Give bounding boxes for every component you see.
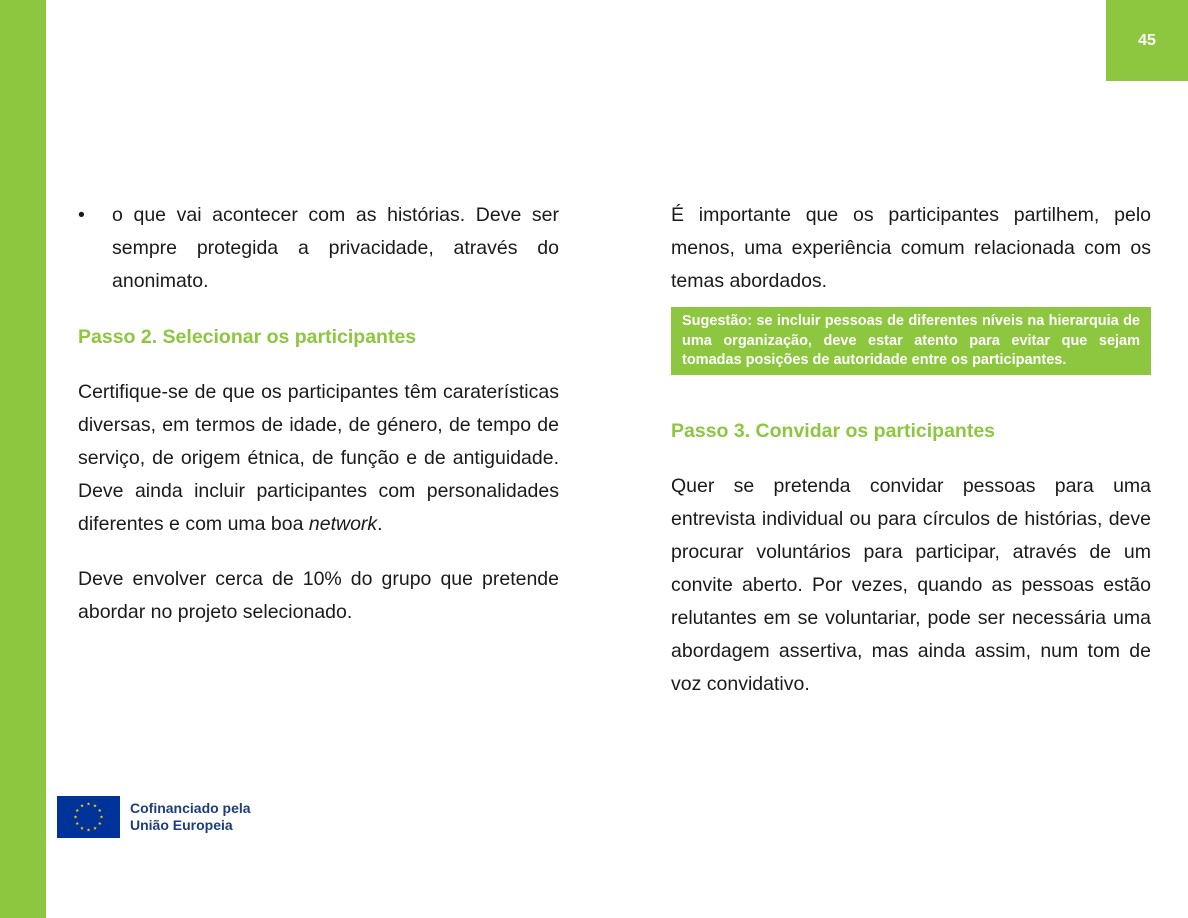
- italic-term: network: [308, 513, 378, 535]
- step-3-paragraph: Quer se pretenda convidar pessoas para uma entrevista individual ou para círculos de histórias, deve procurar voluntários para participar, através de um convite aberto. Por vezes, quando as pessoas estão relutantes em se voluntariar, pode ser necessária uma abordagem assertiva, mas ainda assim, num tom de voz convidativo.: [671, 474, 1151, 695]
- step-3-heading: Passo 3. Convidar os participantes: [671, 419, 996, 442]
- step-2-paragraph-2: Deve envolver cerca de 10% do grupo que pretende abordar no projeto selecionado.: [78, 568, 559, 623]
- paragraph-text-start: Certifique-se de que os participantes têm caraterísticas diversas, em termos de idade, de género, de tempo de serviço, de origem étnica, de função e de antiguidade. Deve ainda incluir participantes com personalidades diferentes e com uma boa: [78, 381, 559, 535]
- paragraph-text-end: .: [377, 513, 383, 535]
- bullet-item: [78, 199, 559, 298]
- bullet-text: o que vai acontecer com as histórias. Deve ser sempre protegida a privacidade, através do anonimato.: [112, 204, 559, 292]
- left-accent-bar: [0, 0, 46, 918]
- page-number-text: 45: [1138, 31, 1156, 49]
- eu-cofunding-text: [130, 800, 251, 834]
- eu-cofunding-logo: [57, 796, 251, 838]
- eu-text-line-2: União Europeia: [130, 817, 233, 833]
- bullet-glyph: •: [78, 204, 85, 226]
- suggestion-box: Sugestão: se incluir pessoas de diferentes níveis na hierarquia de uma organização, deve estar atento para evitar que sejam tomadas posições de autoridade entre os participantes.: [671, 307, 1151, 375]
- step-2-heading: Passo 2. Selecionar os participantes: [78, 326, 417, 348]
- right-column: [671, 199, 1151, 701]
- eu-text-line-1: Cofinanciado pela: [130, 800, 251, 816]
- eu-flag-icon: [57, 796, 120, 838]
- right-paragraph-1: É importante que os participantes partilhem, pelo menos, uma experiência comum relacionada com os temas abordados.: [671, 204, 1151, 292]
- step-2-paragraph-1: [78, 376, 559, 541]
- left-column: [78, 199, 559, 629]
- page-number: [1106, 0, 1188, 81]
